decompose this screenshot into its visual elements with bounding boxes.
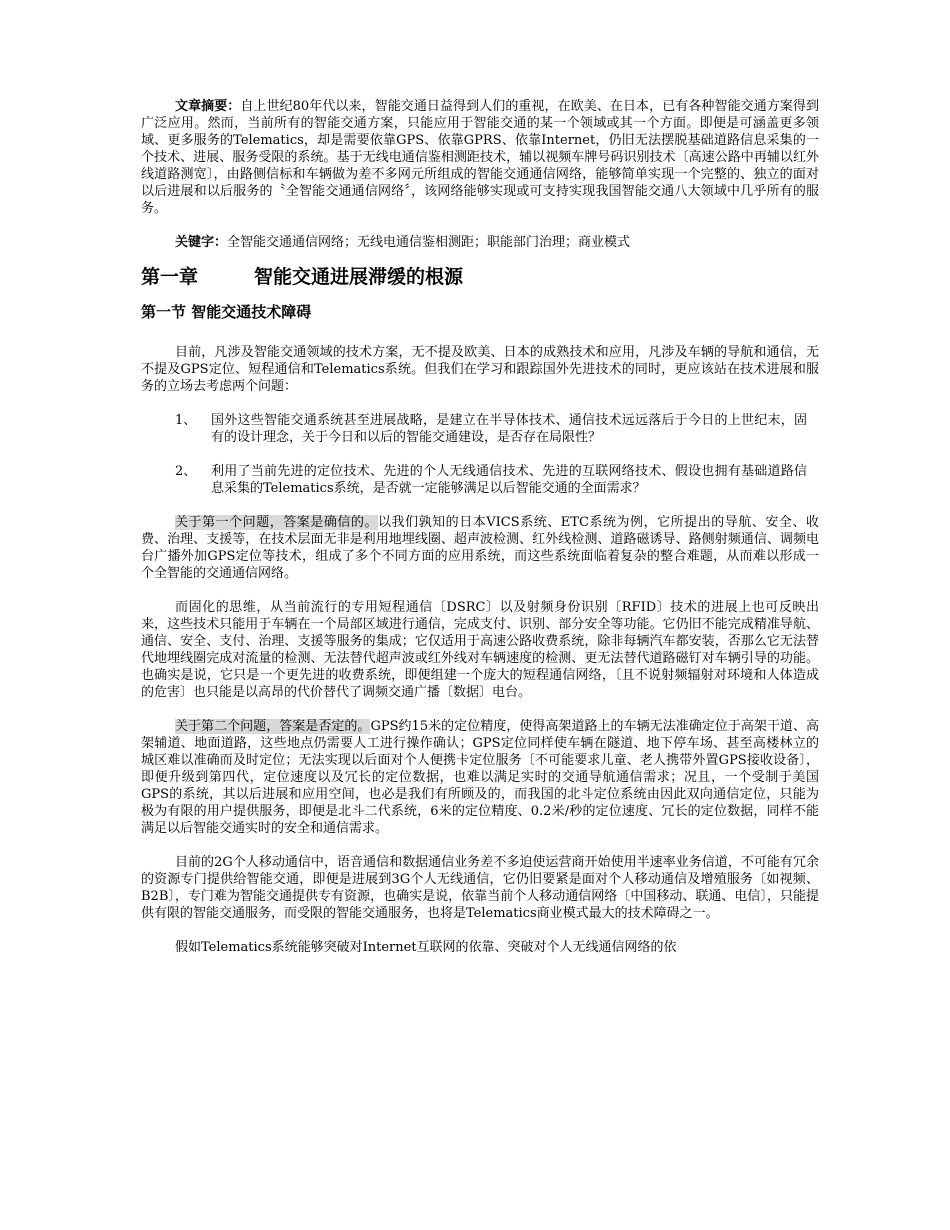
- body-paragraph-6: 目前的2G个人移动通信中，语音通信和数据通信业务差不多迫使运营商开始使用半速率业务信道，不可能有冗余的资源专门提供给智能交通，即便是进展到3G个人无线通信，它仍旧要紧是面对个人移动通信及增殖服务〔如视频、B2B〕，专门难为智能交通提供专有资源，也确实是说，依靠当前个人移动通信网络〔中国移动、联通、电信〕，只能提供有限的智能交通服务，而受限的智能交通服务，也将是Telematics商业模式最大的技术障碍之一。: [141, 855, 819, 921]
- abstract-paragraph: [141, 98, 819, 217]
- chapter-title: 智能交通进展滞缓的根源: [254, 266, 464, 288]
- keywords-text: 全智能交通通信网络；无线电通信鉴相测距；职能部门治理；商业模式: [227, 235, 631, 250]
- body-text: GPS约15米的定位精度，使得高架道路上的车辆无法准确定位于高架干道、高架辅道、地面道路，这些地点仍需要人工进行操作确认；GPS定位同样使车辆在隧道、地下停车场、甚至高楼林立的城区难以准确而及时定位；无法实现以后面对个人便携卡定位服务〔不可能要求儿童、老人携带外置GPS接收设备〕，即便升级到第四代，定位速度以及冗长的定位数据，也难以满足实时的交通导航通信需求；况且，一个受制于美国GPS的系统，其以后进展和应用空间，也必是我们有所顾及的，而我国的北斗定位系统由因此双向通信定位，只能为极为有限的用户提供服务，即便是北斗二代系统，6米的定位精度、0.2米/秒的定位速度、冗长的定位数据，同样不能满足以后智能交通实时的安全和通信需求。: [141, 719, 819, 836]
- section-heading: 第一节 智能交通技术障碍: [141, 303, 312, 321]
- document-page: [141, 98, 819, 956]
- question-text: 利用了当前先进的定位技术、先进的个人无线通信技术、先进的互联网络技术、假设也拥有基础道路信息采集的Telematics系统，是否就一定能够满足以后智能交通的全面需求？: [211, 464, 807, 496]
- question-item-1: [141, 412, 819, 446]
- question-item-2: [141, 463, 819, 497]
- body-paragraph-3: [141, 514, 819, 582]
- question-number: 1、: [175, 413, 197, 428]
- body-paragraph-7: 假如Telematics系统能够突破对Internet互联网的依靠、突破对个人无线通信网络的依: [175, 940, 677, 955]
- keywords-paragraph: [141, 234, 819, 251]
- body-paragraph-4: 而固化的思维，从当前流行的专用短程通信〔DSRC〕以及射频身份识别〔RFID〕技术的进展上也可反映出来，这些技术只能用于车辆在一个局部区域进行通信，完成支付、识别、部分安全等功能。它仍旧不能完成精准导航、通信、安全、支付、治理、支援等服务的集成；它仅适用于高速公路收费系统，除非每辆汽车都安装，否那么它无法替代地埋线圈完成对流量的检测、无法替代超声波或红外线对车辆速度的检测、更无法替代道路磁钉对车辆引导的功能。也确实是说，它只是一个更先进的收费系统，即便组建一个庞大的短程通信网络，〔且不说射频辐射对环境和人体造成的危害〕也只能是以高昂的代价替代了调频交通广播〔数据〕电台。: [141, 600, 819, 700]
- abstract-label: 文章摘要：: [175, 99, 241, 114]
- body-paragraph-1: 目前，凡涉及智能交通领域的技术方案，无不提及欧美、日本的成熟技术和应用，凡涉及车辆的导航和通信，无不提及GPS定位、短程通信和Telematics系统。但我们在学习和跟踪国外先进技术的同时，更应该站在技术进展和服务的立场去考虑两个问题：: [141, 345, 819, 394]
- answer-highlight-2: 关于第二个问题，答案是否定的。: [175, 719, 371, 734]
- body-text: 以我们孰知的日本VICS系统、ETC系统为例，它所提出的导航、安全、收费、治理、支援等，在技术层面无非是利用地埋线圈、超声波检测、红外线检测、道路磁诱导、路侧射频通信、调频电台广播外加GPS定位等技术，组成了多个不同方面的应用系统，而这些系统面临着复杂的整合难题，从而难以形成一个全智能的交通通信网络。: [141, 515, 819, 581]
- keywords-label: 关键字：: [175, 235, 228, 250]
- abstract-text: 自上世纪80年代以来，智能交通日益得到人们的重视，在欧美、在日本，已有各种智能交通方案得到广泛应用。然而，当前所有的智能交通方案，只能应用于智能交通的某一个领域或其一个方面。即便是可涵盖更多领域、更多服务的Telematics，却是需要依靠GPS、依靠GPRS、依靠Internet，仍旧无法摆脱基础道路信息采集的一个技术、进展、服务受限的系统。基于无线电通信鉴相测距技术，辅以视频车牌号码识别技术〔高速公路中再辅以红外线道路测宽〕，由路侧信标和车辆做为差不多网元所组成的智能交通通信网络，能够简单实现一个完整的、独立的面对以后进展和以后服务的〝全智能交通通信网络〞，该网络能够实现或可支持实现我国智能交通八大领域中几乎所有的服务。: [141, 99, 819, 216]
- body-paragraph-5: [141, 718, 819, 837]
- answer-highlight-1: 关于第一个问题，答案是确信的。: [175, 515, 379, 530]
- chapter-heading: [141, 265, 819, 289]
- chapter-number: 第一章: [141, 266, 199, 288]
- question-text: 国外这些智能交通系统甚至进展战略，是建立在半导体技术、通信技术远远落后于今日的上世纪末，固有的设计理念，关于今日和以后的智能交通建设，是否存在局限性？: [211, 413, 807, 445]
- question-number: 2、: [175, 464, 197, 479]
